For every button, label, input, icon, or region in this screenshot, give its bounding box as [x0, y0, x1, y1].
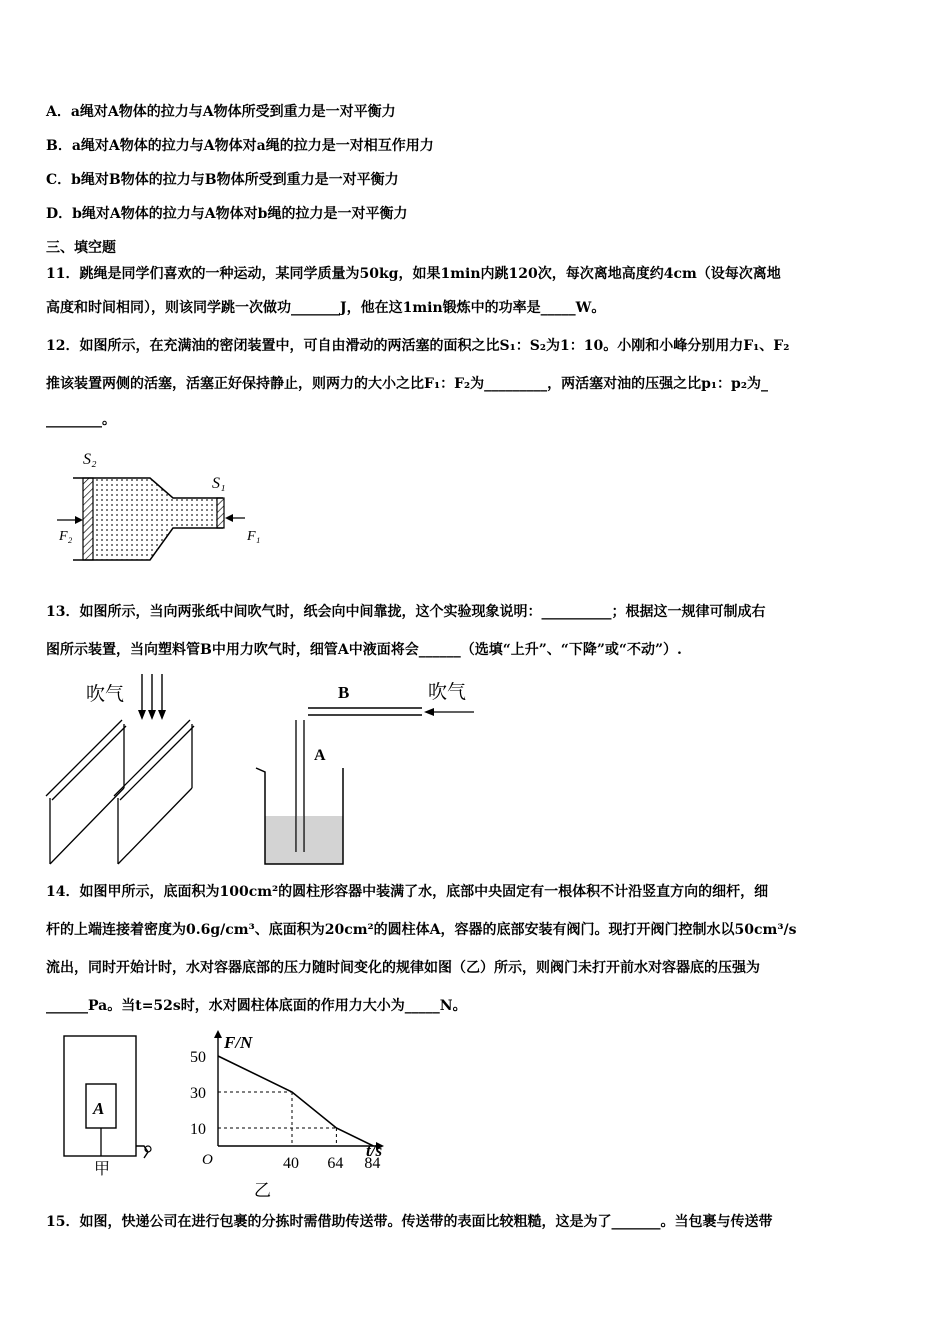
tube-b-label: B [338, 683, 350, 702]
y-axis-label: F/N [224, 1033, 253, 1052]
x-axis-label: t/s [366, 1141, 383, 1160]
q12-line1: 12．如图所示，在充满油的密闭装置中，可自由滑动的两活塞的面积之比S₁：S₂为1：10。小刚和小峰分别用力F₁、F₂ [46, 338, 790, 354]
s2-label: S₂ [83, 451, 97, 468]
q14-line1: 14．如图甲所示，底面积为100cm²的圆柱形容器中装满了水，底部中央固定有一根体积不计沿竖直方向的细杆，细 [46, 884, 769, 900]
q14-line3: 流出，同时开始计时，水对容器底部的压力随时间变化的规律如图（乙）所示，则阀门未打开前水对容器底的压强为 [46, 960, 760, 976]
option-c: C．b绳对B物体的拉力与B物体所受到重力是一对平衡力 [46, 172, 399, 188]
q14-line4: ______Pa。当t=52s时，水对圆柱体底面的作用力大小为_____N。 [46, 998, 467, 1014]
option-d: D．b绳对A物体的拉力与A物体对b绳的拉力是一对平衡力 [46, 206, 408, 222]
q13-line2: 图所示装置，当向塑料管B中用力吹气时，细管A中液面将会______（选填“上升”、“下降”或“不动”）. [46, 642, 682, 658]
y-tick-label: 30 [190, 1085, 206, 1102]
x-tick-label: 40 [283, 1155, 299, 1172]
f1-label: F₁ [247, 529, 261, 544]
container-figure [58, 1032, 168, 1178]
blow-label-left: 吹气 [86, 684, 125, 705]
y-tick-label: 50 [190, 1049, 206, 1066]
q15-line1: 15．如图，快递公司在进行包裹的分拣时需借助传送带。传送带的表面比较粗糙，这是为了_______。当包裹与传送带 [46, 1214, 773, 1230]
tube-a-label: A [314, 747, 326, 764]
force-time-chart [188, 1028, 398, 1204]
x-tick-label: 84 [364, 1155, 381, 1172]
option-b: B．a绳对A物体的拉力与A物体对a绳的拉力是一对相互作用力 [46, 138, 434, 154]
x-tick-label: 64 [327, 1155, 344, 1172]
q14-line2: 杆的上端连接着密度为0.6g/cm³、底面积为20cm²的圆柱体A，容器的底部安装有阀门。现打开阀门控制水以50cm³/s [46, 922, 797, 938]
series-line [218, 1056, 373, 1146]
hydraulic-figure [55, 448, 285, 573]
beaker-figure [252, 676, 482, 868]
jia-label: 甲 [94, 1161, 111, 1178]
q13-line1: 13．如图所示，当向两张纸中间吹气时，纸会向中间靠拢，这个实验现象说明：__________；根据这一规律可制成右 [46, 604, 766, 620]
section-title: 三、填空题 [46, 240, 116, 256]
q11-line2: 高度和时间相同），则该同学跳一次做功_______J，他在这1min锻炼中的功率是_____W。 [46, 300, 606, 316]
y-axis-arrow [214, 1030, 222, 1038]
f2-label: F₂ [59, 529, 73, 544]
q12-line2: 推该装置两侧的活塞，活塞正好保持静止，则两力的大小之比F₁：F₂为_________，两活塞对油的压强之比p₁：p₂为_ [46, 376, 768, 392]
s1-label: S₁ [212, 475, 226, 492]
origin-label: O [202, 1152, 213, 1168]
q12-line3: ________。 [46, 412, 116, 428]
y-tick-label: 10 [190, 1121, 206, 1138]
blow-label-right: 吹气 [428, 682, 467, 703]
paper-figure [40, 672, 200, 867]
option-a: A．a绳对A物体的拉力与A物体所受到重力是一对平衡力 [46, 104, 396, 120]
q11-line1: 11．跳绳是同学们喜欢的一种运动，某同学质量为50kg，如果1min内跳120次，每次离地高度约4cm（设每次离地 [46, 266, 781, 282]
yi-label: 乙 [254, 1181, 271, 1200]
block-a-label: A [93, 1099, 105, 1118]
